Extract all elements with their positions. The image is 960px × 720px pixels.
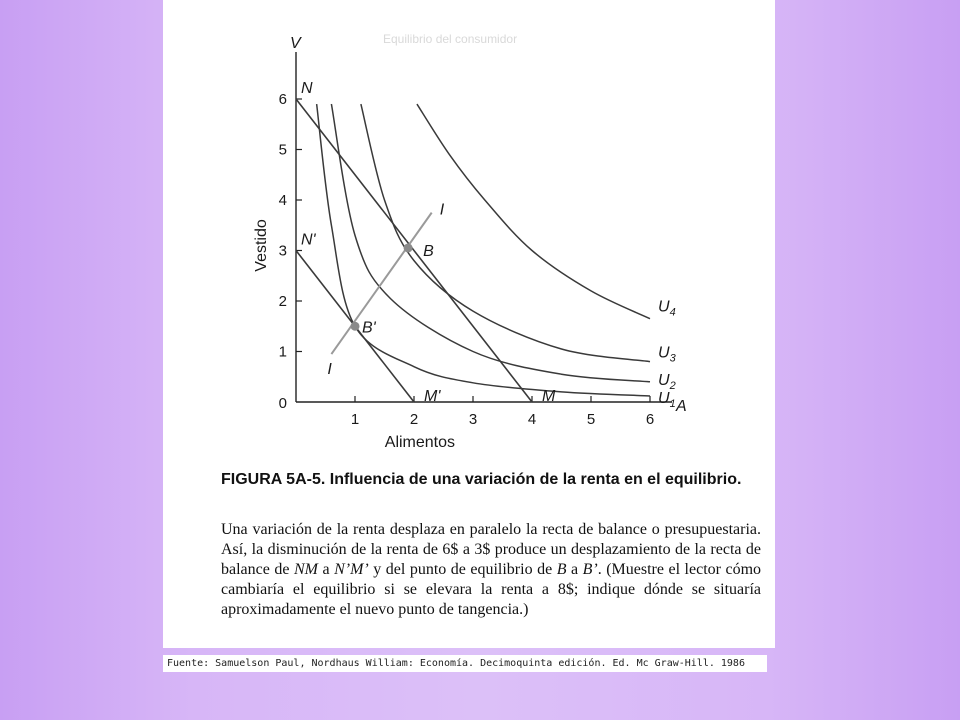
income-line-label-bottom: I bbox=[327, 361, 332, 379]
origin-label: 0 bbox=[278, 395, 287, 412]
income-line-label-top: I bbox=[439, 201, 445, 219]
budget-line-nm bbox=[296, 99, 532, 402]
x-tick-label: 4 bbox=[527, 411, 537, 428]
y-tick-label: 2 bbox=[278, 293, 287, 310]
figure-caption: Una variación de la renta desplaza en paralelo la recta de balance o presupuestaria. Así, la disminución de la renta de 6$ a 3$ produce un desplazamiento de la recta de balance de NM a N’M’ y del punto de equilibrio de B a B’. (Muestre el lector cómo cambiaría el equilibrio si se elevara la renta a 8$; indique dónde se situaría aproximadamente el nuevo punto de tangencia.) bbox=[221, 521, 762, 618]
curve-label-u4: $U_4$ bbox=[658, 298, 676, 319]
y-tick-label: 5 bbox=[278, 141, 287, 159]
figure-title: FIGURA 5A-5. Influencia de una variación de la renta en el equilibrio. bbox=[221, 471, 742, 488]
income-consumption-line bbox=[331, 213, 431, 354]
indifference-curve-u1 bbox=[317, 104, 650, 396]
bleed-through-text: Equilibrio del consumidor bbox=[383, 32, 518, 46]
axes bbox=[253, 35, 687, 451]
budget-end-label: M bbox=[542, 388, 556, 405]
x-axis-title: Alimentos bbox=[384, 434, 456, 451]
source-citation: Fuente: Samuelson Paul, Nordhaus William: Economía. Decimoquinta edición. Ed. Mc Graw-Hill. 1986 bbox=[163, 655, 767, 672]
x-axis-letter: A bbox=[676, 398, 687, 415]
x-tick-label: 6 bbox=[645, 411, 655, 428]
y-tick-label: 1 bbox=[278, 343, 287, 361]
curve-label-u3: $U_3$ bbox=[658, 344, 676, 365]
budget-start-label: N' bbox=[301, 231, 316, 249]
x-tick-label: 5 bbox=[586, 411, 596, 428]
x-tick-label: 2 bbox=[409, 411, 419, 428]
equilibrium-label: B' bbox=[362, 319, 376, 337]
indifference-chart bbox=[163, 0, 775, 470]
equilibrium-point-b bbox=[404, 243, 413, 252]
book-page-scan bbox=[163, 0, 775, 648]
equilibrium-point-b-prime bbox=[351, 322, 360, 331]
y-tick-label: 3 bbox=[278, 242, 287, 260]
x-tick-label: 3 bbox=[468, 411, 478, 428]
curve-label-u1: $U_1$ bbox=[658, 389, 676, 410]
x-tick-label: 1 bbox=[350, 411, 360, 428]
y-tick-label: 6 bbox=[278, 91, 287, 108]
equilibrium-label: B bbox=[423, 242, 434, 260]
indifference-curve-u2 bbox=[331, 104, 650, 382]
y-axis-letter: V bbox=[290, 35, 301, 52]
budget-end-label: M' bbox=[424, 388, 441, 405]
budget-start-label: N bbox=[301, 80, 313, 97]
curve-label-u2: $U_2$ bbox=[658, 371, 676, 392]
y-tick-label: 4 bbox=[278, 192, 287, 209]
curves bbox=[296, 99, 650, 402]
indifference-curve-u3 bbox=[361, 104, 650, 362]
indifference-curve-u4 bbox=[417, 104, 650, 319]
y-axis-title: Vestido bbox=[253, 219, 270, 272]
